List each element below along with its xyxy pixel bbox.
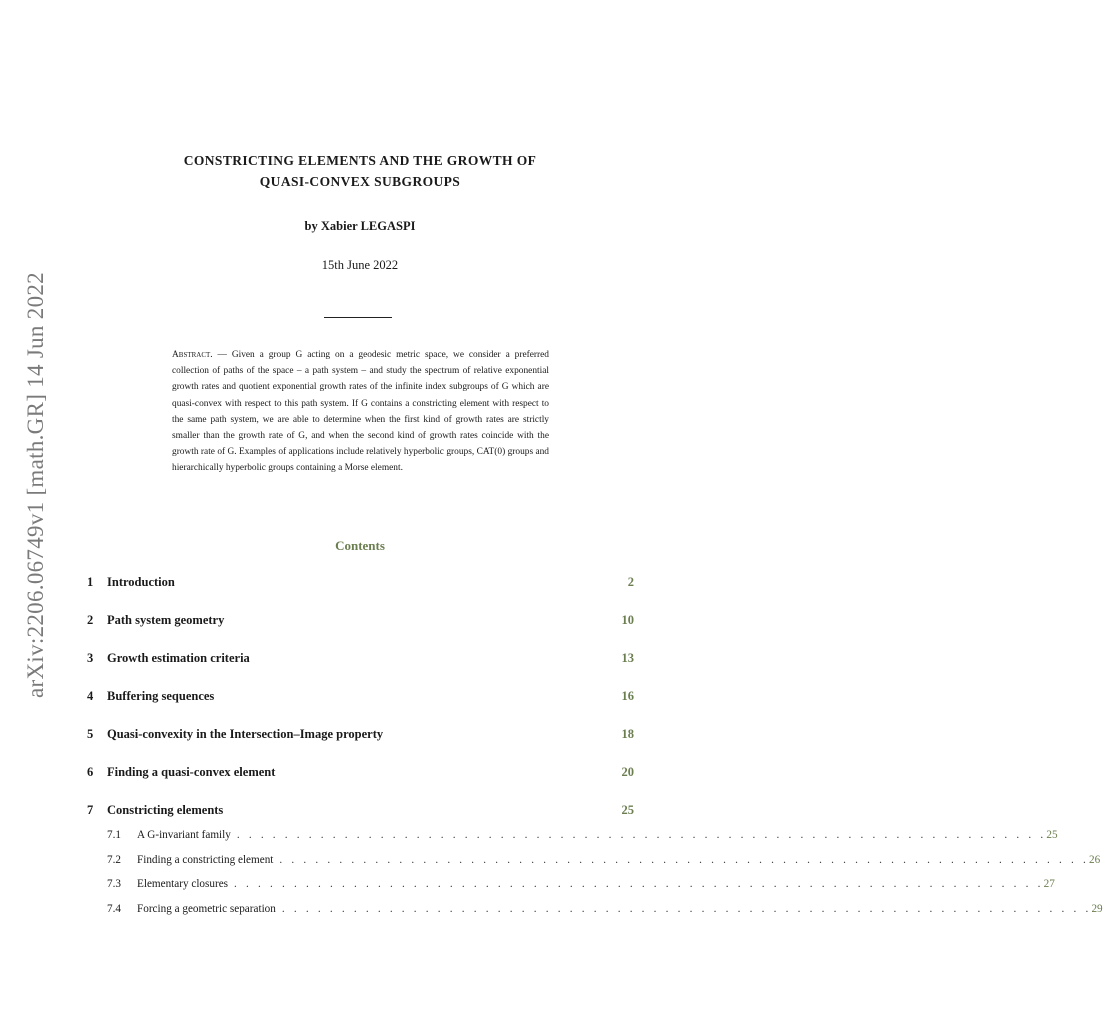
abstract-label: Abstract. — [172, 350, 213, 360]
paper-title-line-1: CONSTRICTING ELEMENTS AND THE GROWTH OF — [183, 153, 537, 168]
toc-subsection-number: 7.2 — [107, 853, 121, 866]
abstract-text: — Given a group G acting on a geodesic metric space, we consider a preferred collection of paths of the space – a path system – and study the spectrum of relative exponential growth rates and quotient exponential growth rates of the infinite index subgroups of G which are quasi-convex with respect to this path system. If G contains a constricting element with respect to the same path system, we are able to determine when the first kind of growth rates are strictly smaller than the growth rate of G, and when the second kind of growth rates coincide with the growth rate of G. Examples of applications include relatively hyperbolic groups, CAT(0) groups and hierarchically hyperbolic groups containing a Morse element. — [172, 350, 549, 474]
toc-subsection-page[interactable]: 27 — [1043, 878, 1055, 891]
toc-subsection-page[interactable]: 26 — [1088, 853, 1101, 866]
toc-section-2[interactable] — [87, 613, 634, 651]
toc-subsection-page[interactable]: 25 — [1046, 829, 1058, 841]
toc-subsection-7-2[interactable] — [87, 853, 1101, 879]
toc-section-title[interactable]: Finding a quasi-convex element — [107, 765, 276, 779]
toc-section-title[interactable]: Introduction — [107, 575, 175, 589]
toc-section-5[interactable] — [87, 727, 634, 765]
date-line: 15th June 2022 — [321, 258, 399, 272]
toc-subsection-7-1[interactable] — [87, 829, 1058, 854]
toc-section-page[interactable]: 18 — [621, 727, 634, 741]
toc-section-page[interactable]: 2 — [627, 575, 634, 589]
toc-section-number: 2 — [87, 613, 94, 627]
toc-section-page[interactable]: 20 — [621, 765, 634, 779]
toc-section-page[interactable]: 16 — [621, 689, 634, 703]
toc-section-1[interactable] — [87, 575, 634, 613]
toc-leader-dots: . . . . . . . . . . . . . . . . . . . . . . . . . . . . . . . . . . . . . . . . . . . . . . . . . . . . . . . . . . . . . . . . . . . . — [279, 853, 1089, 866]
title-divider — [324, 317, 392, 318]
toc-subsection-title[interactable]: Elementary closures — [137, 878, 229, 891]
toc-subsection-page[interactable]: 29 — [1091, 903, 1103, 916]
toc-section-7[interactable] — [87, 803, 634, 829]
arxiv-identifier-stamp — [18, 272, 54, 698]
toc-section-title[interactable]: Constricting elements — [107, 803, 224, 817]
toc-leader-dots: . . . . . . . . . . . . . . . . . . . . . . . . . . . . . . . . . . . . . . . . . . . . . . . . . . . . . . . . . . . . . . . . . . . . — [234, 878, 1044, 891]
toc-section-number: 7 — [87, 803, 94, 817]
toc-subsection-number: 7.1 — [107, 829, 121, 841]
toc-section-page[interactable]: 10 — [621, 613, 634, 627]
toc-section-title[interactable]: Buffering sequences — [107, 689, 215, 703]
toc-subsection-title[interactable]: A G-invariant family — [137, 829, 231, 841]
toc-section-number: 3 — [87, 651, 94, 665]
toc-subsection-number: 7.4 — [107, 903, 121, 916]
toc-subsection-title[interactable]: Forcing a geometric separation — [137, 903, 276, 916]
toc-section-number: 5 — [87, 727, 94, 741]
paper-title-line-2: QUASI-CONVEX SUBGROUPS — [259, 174, 461, 189]
toc-section-number: 6 — [87, 765, 94, 779]
contents-heading: Contents — [335, 538, 385, 553]
arxiv-identifier-text: arXiv:2206.06749v1 [math.GR] 14 Jun 2022 — [23, 272, 48, 698]
author-line: by Xabier LEGASPI — [304, 219, 416, 233]
paper-title — [100, 150, 620, 192]
toc-subsection-7-4[interactable] — [87, 903, 1103, 927]
toc-section-4[interactable] — [87, 689, 634, 727]
toc-section-number: 1 — [87, 575, 94, 589]
toc-section-title[interactable]: Path system geometry — [107, 613, 225, 627]
toc-leader-dots: . . . . . . . . . . . . . . . . . . . . . . . . . . . . . . . . . . . . . . . . . . . . . . . . . . . . . . . . . . . . . . . . . . . . — [236, 829, 1047, 841]
toc-section-3[interactable] — [87, 651, 634, 689]
toc-subsection-7-3[interactable] — [87, 878, 1055, 903]
toc-section-number: 4 — [87, 689, 94, 703]
toc-leader-dots: . . . . . . . . . . . . . . . . . . . . . . . . . . . . . . . . . . . . . . . . . . . . . . . . . . . . . . . . . . . . . . . . . . . . — [281, 903, 1092, 916]
abstract-block — [172, 347, 549, 477]
toc-section-page[interactable]: 13 — [621, 651, 634, 665]
toc-section-page[interactable]: 25 — [621, 803, 634, 817]
toc-subsection-number: 7.3 — [107, 878, 121, 891]
toc-section-title[interactable]: Growth estimation criteria — [107, 651, 250, 665]
table-of-contents — [87, 575, 1103, 927]
toc-subsection-title[interactable]: Finding a constricting element — [137, 853, 274, 866]
toc-section-title[interactable]: Quasi-convexity in the Intersection–Image property — [107, 727, 384, 741]
toc-section-6[interactable] — [87, 765, 634, 803]
